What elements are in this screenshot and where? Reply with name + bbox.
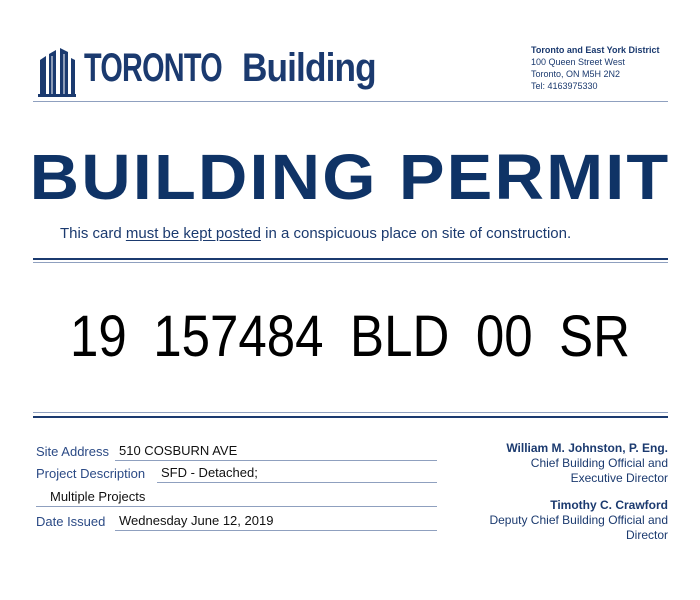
site-address-label: Site Address — [36, 444, 109, 459]
logo-word-toronto: TORONTO — [84, 46, 222, 90]
posting-notice — [60, 225, 571, 242]
project-description-value: SFD - Detached; — [161, 465, 258, 480]
field-underline — [115, 530, 437, 531]
district-name: Toronto and East York District — [531, 45, 660, 55]
project-description-label: Project Description — [36, 466, 146, 481]
notice-text-underlined: must be kept posted — [125, 225, 261, 242]
logo-word-building: Building — [241, 46, 376, 90]
official-2-title-line-1: Deputy Chief Building Official and — [489, 513, 668, 527]
divider — [33, 416, 668, 418]
date-issued-value: Wednesday June 12, 2019 — [119, 513, 274, 528]
divider — [33, 101, 668, 102]
official-1-title-line-2: Executive Director — [570, 471, 668, 485]
divider — [33, 412, 668, 413]
official-1-name: William M. Johnston, P. Eng. — [506, 441, 668, 455]
page-title: BUILDING PERMIT — [29, 141, 671, 213]
notice-text-start: This card — [60, 225, 126, 242]
official-2-name: Timothy C. Crawford — [550, 498, 668, 512]
site-address-value: 510 COSBURN AVE — [119, 443, 238, 458]
field-underline — [36, 506, 437, 507]
toronto-city-hall-icon — [38, 46, 76, 98]
district-address-block — [531, 44, 660, 92]
divider — [33, 258, 668, 260]
project-description-value-continued: Multiple Projects — [50, 489, 146, 504]
address-line-2: Toronto, ON M5H 2N2 — [531, 69, 621, 79]
permit-number: 19 157484 BLD 00 SR — [69, 304, 631, 369]
official-2-title-line-2: Director — [625, 528, 668, 542]
address-line-1: 100 Queen Street West — [531, 57, 625, 67]
field-underline — [157, 482, 437, 483]
phone-number: Tel: 4163975330 — [531, 81, 598, 91]
date-issued-label: Date Issued — [36, 514, 106, 529]
notice-text-end: in a conspicuous place on site of construction. — [260, 225, 572, 242]
divider — [33, 262, 668, 263]
field-underline — [115, 460, 437, 461]
logo-wordmark — [84, 48, 394, 88]
official-1-title-line-1: Chief Building Official and — [530, 456, 668, 470]
signatory-block — [489, 441, 668, 543]
